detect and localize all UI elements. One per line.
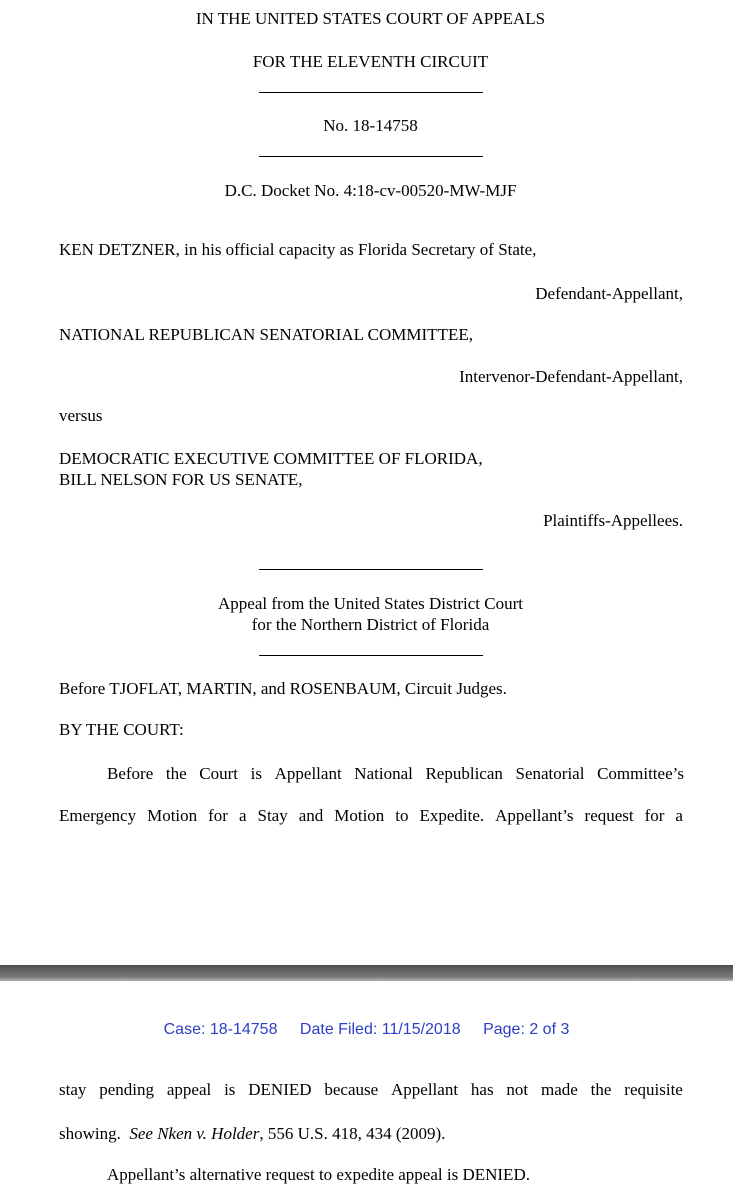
citation-line: [59, 1124, 445, 1144]
judges-panel: Before TJOFLAT, MARTIN, and ROSENBAUM, Circuit Judges.: [59, 679, 507, 698]
word: appeal: [166, 1080, 212, 1099]
word: and: [298, 806, 324, 825]
word: requisite: [624, 1080, 683, 1099]
page-separator: [0, 965, 733, 981]
expedite-denied-line: Appellant’s alternative request to expedite appeal is DENIED.: [107, 1165, 530, 1184]
docket-number: D.C. Docket No. 4:18-cv-00520-MW-MJF: [224, 181, 517, 200]
word: to: [395, 806, 409, 825]
party-plaintiff-line2: BILL NELSON FOR US SENATE,: [59, 470, 303, 489]
party-intervenor-role: Intervenor-Defendant-Appellant,: [459, 367, 683, 386]
word: Appellant: [274, 764, 342, 783]
word: made: [541, 1080, 578, 1099]
word: not: [506, 1080, 529, 1099]
order-paragraph-line: [59, 1080, 683, 1100]
by-the-court-heading: BY THE COURT:: [59, 720, 184, 739]
citation-signal: See: [129, 1124, 153, 1143]
word: pending: [99, 1080, 155, 1099]
word: Stay: [257, 806, 288, 825]
party-intervenor: NATIONAL REPUBLICAN SENATORIAL COMMITTEE,: [59, 325, 473, 344]
word: Senatorial: [515, 764, 585, 783]
versus-label: versus: [59, 406, 103, 425]
word: Appellant: [391, 1080, 459, 1099]
party-defendant-role: Defendant-Appellant,: [535, 284, 683, 303]
word: the: [590, 1080, 612, 1099]
divider-rule: [259, 569, 483, 570]
word: is: [250, 764, 262, 783]
word: Court: [199, 764, 239, 783]
word: Expedite.: [419, 806, 485, 825]
word: Before: [107, 764, 154, 783]
header-page-number: Page: 2 of 3: [483, 1021, 570, 1038]
citation-prefix: showing.: [59, 1124, 121, 1143]
word: stay: [59, 1080, 87, 1099]
header-date-filed: Date Filed: 11/15/2018: [299, 1021, 461, 1038]
appeal-from-line1: Appeal from the United States District Court: [218, 594, 523, 613]
word: Motion: [334, 806, 385, 825]
word: National: [354, 764, 413, 783]
appeal-from-line2: for the Northern District of Florida: [251, 615, 490, 634]
header-case-number: Case: 18-14758: [163, 1021, 278, 1038]
word: request: [584, 806, 634, 825]
divider-rule: [259, 92, 483, 93]
court-name-line2: FOR THE ELEVENTH CIRCUIT: [252, 52, 489, 71]
word: because: [324, 1080, 379, 1099]
divider-rule: [259, 655, 483, 656]
word: for: [208, 806, 228, 825]
case-header: [0, 1020, 733, 1040]
word: is: [224, 1080, 236, 1099]
divider-rule: [259, 156, 483, 157]
party-plaintiff-line1: DEMOCRATIC EXECUTIVE COMMITTEE OF FLORIDA,: [59, 449, 483, 468]
order-paragraph-line: [59, 806, 683, 826]
word: Republican: [425, 764, 503, 783]
word: Emergency: [59, 806, 137, 825]
party-defendant: KEN DETZNER, in his official capacity as Florida Secretary of State,: [59, 240, 537, 259]
word: a: [238, 806, 247, 825]
party-plaintiff-role: Plaintiffs-Appellees.: [543, 511, 683, 530]
word: the: [165, 764, 187, 783]
order-paragraph-line: [107, 764, 684, 784]
citation-reporter: , 556 U.S. 418, 434 (2009).: [259, 1124, 446, 1143]
word: Committee’s: [597, 764, 684, 783]
court-name-line1: IN THE UNITED STATES COURT OF APPEALS: [195, 9, 546, 28]
case-number: No. 18-14758: [323, 116, 418, 135]
word: DENIED: [248, 1080, 312, 1099]
word: has: [470, 1080, 494, 1099]
word: Motion: [147, 806, 198, 825]
word: a: [675, 806, 683, 825]
citation-case-name: Nken v. Holder: [157, 1124, 260, 1143]
word: Appellant’s: [495, 806, 574, 825]
word: for: [644, 806, 665, 825]
